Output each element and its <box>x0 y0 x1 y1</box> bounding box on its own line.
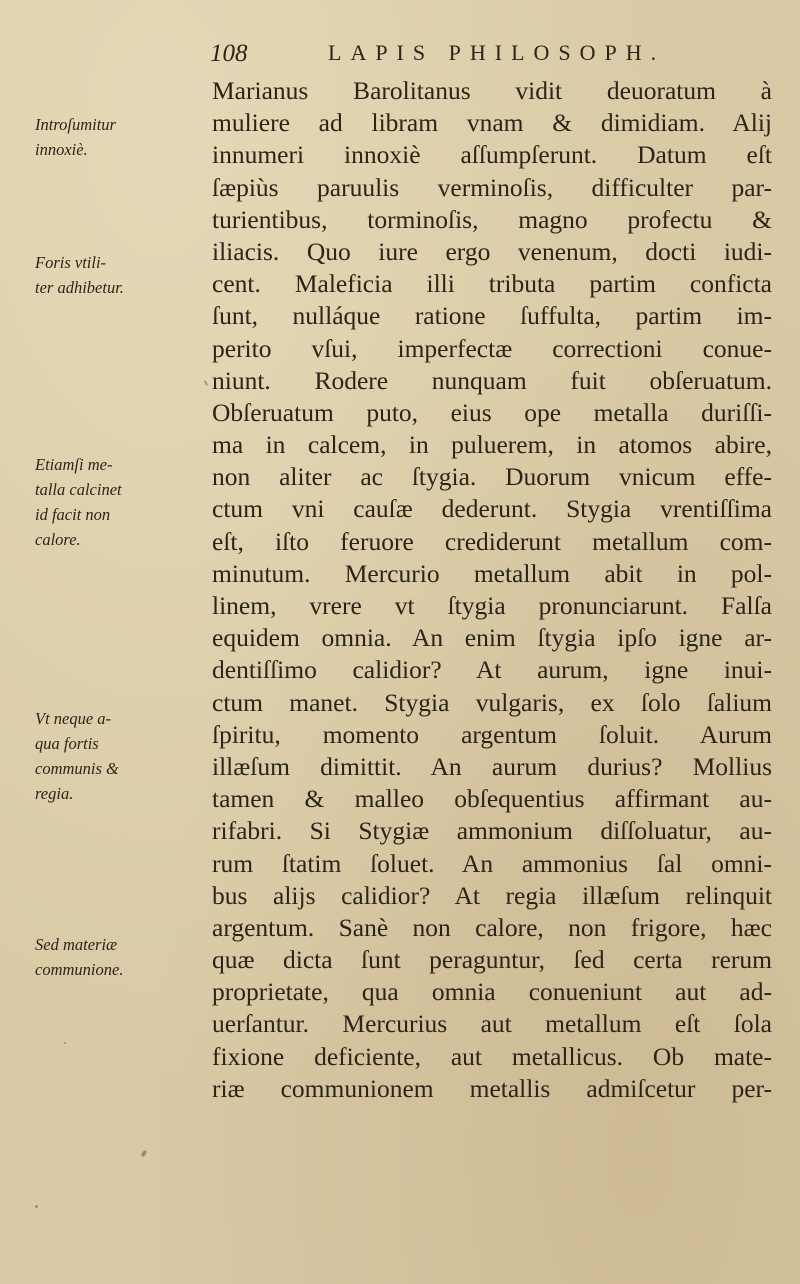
text-line: ſunt, nulláque ratione ſuffulta, partim im- <box>212 301 772 331</box>
margin-note-line: ter adhibetur. <box>35 278 124 297</box>
page-header <box>210 40 770 74</box>
paper-speck <box>64 1042 66 1044</box>
margin-note-line: communione. <box>35 960 124 979</box>
text-line: eſt, iſto feruore crediderunt metallum com- <box>212 526 772 556</box>
margin-note <box>35 932 205 982</box>
text-line: Marianus Barolitanus vidit deuoratum à <box>212 76 772 105</box>
margin-note <box>35 250 205 300</box>
text-line: illæſum dimittit. An aurum durius? Mollius <box>212 751 772 781</box>
paper-speck <box>35 1205 38 1208</box>
page-number: 108 <box>210 40 248 67</box>
text-line: tamen & malleo obſequentius affirmant au- <box>212 784 772 814</box>
margin-note-line: Etiamſi me- <box>35 455 113 474</box>
margin-note-line: qua fortis <box>35 734 99 753</box>
margin-note-line: talla calcinet <box>35 480 122 499</box>
text-line: proprietate, qua omnia conueniunt aut ad- <box>212 977 772 1007</box>
text-line: niunt. Rodere nunquam fuit obſeruatum. <box>212 365 772 395</box>
text-line: riæ communionem metallis admiſcetur per- <box>212 1073 772 1103</box>
text-line: cent. Maleficia illi tributa partim conficta <box>212 269 772 299</box>
text-line: ctum manet. Stygia vulgaris, ex ſolo ſalium <box>212 687 772 717</box>
margin-note-line: id facit non <box>35 505 111 524</box>
text-line: muliere ad libram vnam & dimidiam. Alij <box>212 108 772 138</box>
text-line: innumeri innoxiè aſſumpſerunt. Datum eſt <box>212 140 772 170</box>
text-line: iliacis. Quo iure ergo venenum, docti iudi- <box>212 236 772 266</box>
margin-note-line: Foris vtili- <box>35 253 107 272</box>
margin-note-line: Vt neque a- <box>35 709 112 728</box>
margin-note <box>35 452 205 552</box>
text-line: ſæpiùs paruulis verminoſis, difficulter par- <box>212 172 772 202</box>
text-line: dentiſſimo calidior? At aurum, igne inui- <box>212 655 772 685</box>
text-line: turientibus, torminoſis, magno profectu & <box>212 204 772 234</box>
text-line: argentum. Sanè non calore, non frigore, hæc <box>212 912 772 942</box>
text-line: equidem omnia. An enim ſtygia ipſo igne ar- <box>212 623 772 653</box>
text-line: linem, vrere vt ſtygia pronunciarunt. Falſa <box>212 591 772 620</box>
text-line: bus alijs calidior? At regia illæſum relinquit <box>212 880 772 910</box>
text-line: perito vſui, imperfectæ correctioni conue- <box>212 333 772 363</box>
text-line: Obſeruatum puto, eius ope metalla duriſſi- <box>212 397 772 427</box>
text-line: quæ dicta ſunt peraguntur, ſed certa rerum <box>212 945 772 975</box>
margin-note <box>35 706 205 806</box>
running-head: LAPIS PHILOSOPH. <box>328 40 666 65</box>
margin-note-line: innoxiè. <box>35 140 88 159</box>
text-line: ſpiritu, momento argentum ſoluit. Aurum <box>212 719 772 749</box>
text-line: fixione deficiente, aut metallicus. Ob mate- <box>212 1041 772 1071</box>
text-line: rum ſtatim ſoluet. An ammonius ſal omni- <box>212 848 772 878</box>
text-line: ctum vni cauſæ dederunt. Stygia vrentiſſima <box>212 494 772 524</box>
paper-speck <box>140 1149 147 1157</box>
margin-note-line: calore. <box>35 530 81 549</box>
text-line: uerſantur. Mercurius aut metallum eſt ſola <box>212 1009 772 1039</box>
margin-note-line: Sed materiæ <box>35 935 118 954</box>
margin-note-line: communis & <box>35 759 119 778</box>
margin-note-line: regia. <box>35 784 74 803</box>
body-text <box>212 75 772 1105</box>
margin-note <box>35 112 205 162</box>
paper-speck <box>204 380 209 386</box>
text-line: ma in calcem, in puluerem, in atomos abire, <box>212 430 772 460</box>
margin-note-line: Introſumitur <box>35 115 116 134</box>
text-line: minutum. Mercurio metallum abit in pol- <box>212 558 772 588</box>
text-line: rifabri. Si Stygiæ ammonium diſſoluatur, au- <box>212 816 772 846</box>
text-line: non aliter ac ſtygia. Duorum vnicum effe- <box>212 462 772 492</box>
